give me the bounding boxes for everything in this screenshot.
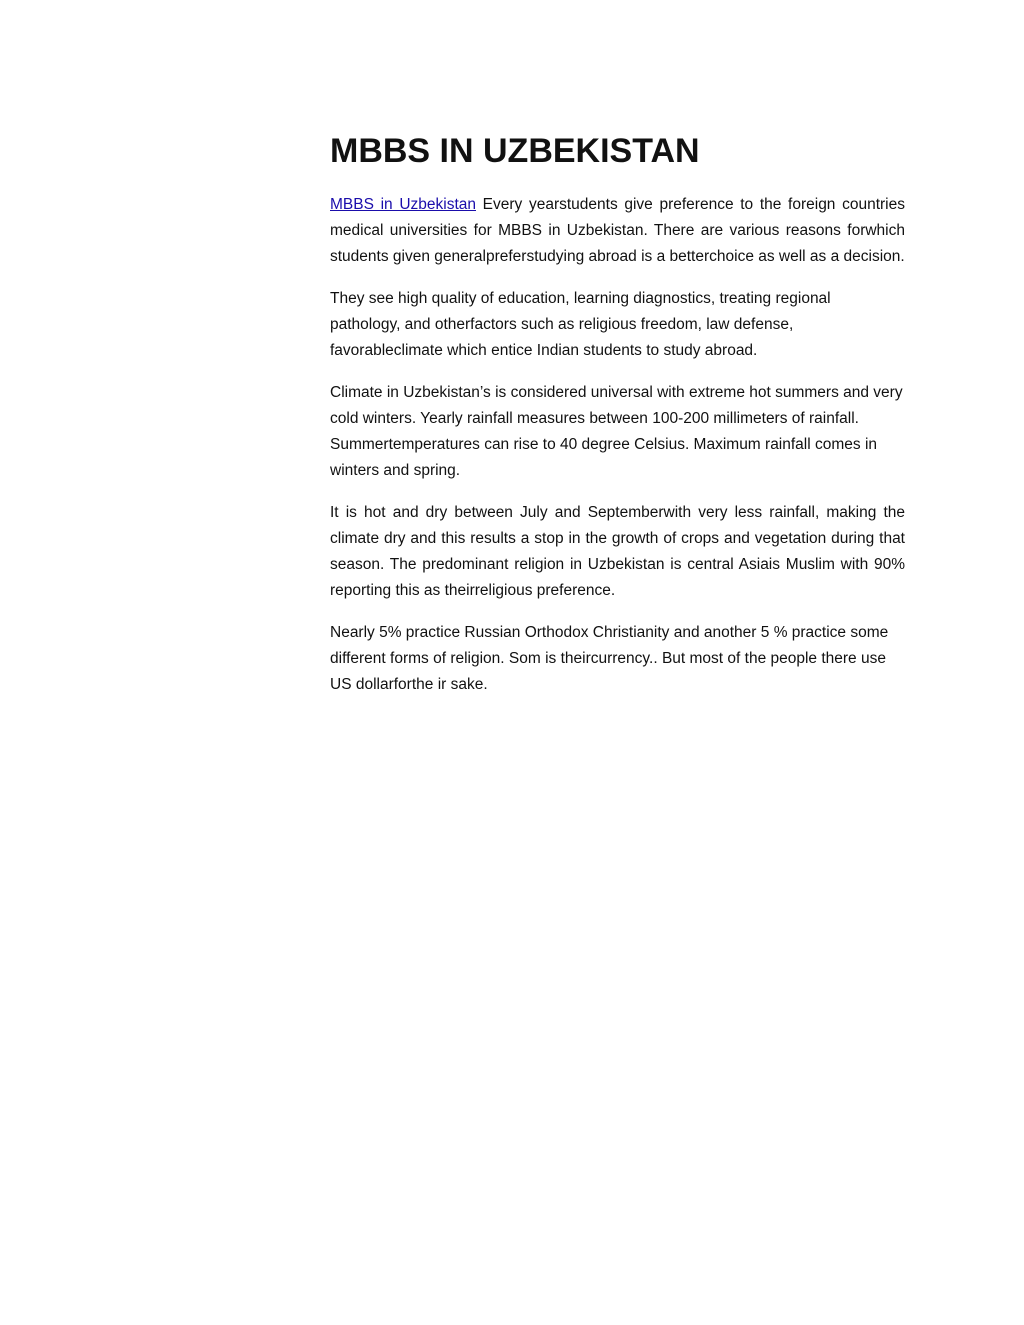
paragraph-weather-religion: It is hot and dry between July and Septemberwith very less rainfall, making the climate dry and this results a stop in the growth of crops and vegetation during that season. The predominant religion in Uzbekistan is central Asiais Muslim with 90% reporting this as theirreligious preference.	[330, 504, 905, 599]
intro-paragraph	[330, 192, 905, 270]
intro-text: Every yearstudents give preference to the foreign countries medical universities for MBBS in Uzbekistan. There are various reasons forwhich students given generalpreferstudying abroad is a betterchoice as well as a decision.	[330, 196, 905, 265]
paragraph-climate: Climate in Uzbekistan’s is considered universal with extreme hot summers and very cold winters. Yearly rainfall measures between 100-200 millimeters of rainfall. Summertemperatures can rise to 40 degree Celsius. Maximum rainfall comes in winters and spring.	[330, 384, 903, 479]
document-content	[330, 128, 905, 714]
paragraph-religion-currency: Nearly 5% practice Russian Orthodox Christianity and another 5 % practice some different forms of religion. Som is theircurrency.. But most of the people there use US dollarforthe ir sake.	[330, 624, 889, 693]
paragraph-education: They see high quality of education, learning diagnostics, treating regional pathology, and otherfactors such as religious freedom, law defense, favorableclimate which entice Indian students to study abroad.	[330, 290, 831, 359]
mbbs-uzbekistan-link[interactable]: MBBS in Uzbekistan	[330, 196, 476, 213]
page-title: MBBS IN UZBEKISTAN	[330, 132, 700, 170]
